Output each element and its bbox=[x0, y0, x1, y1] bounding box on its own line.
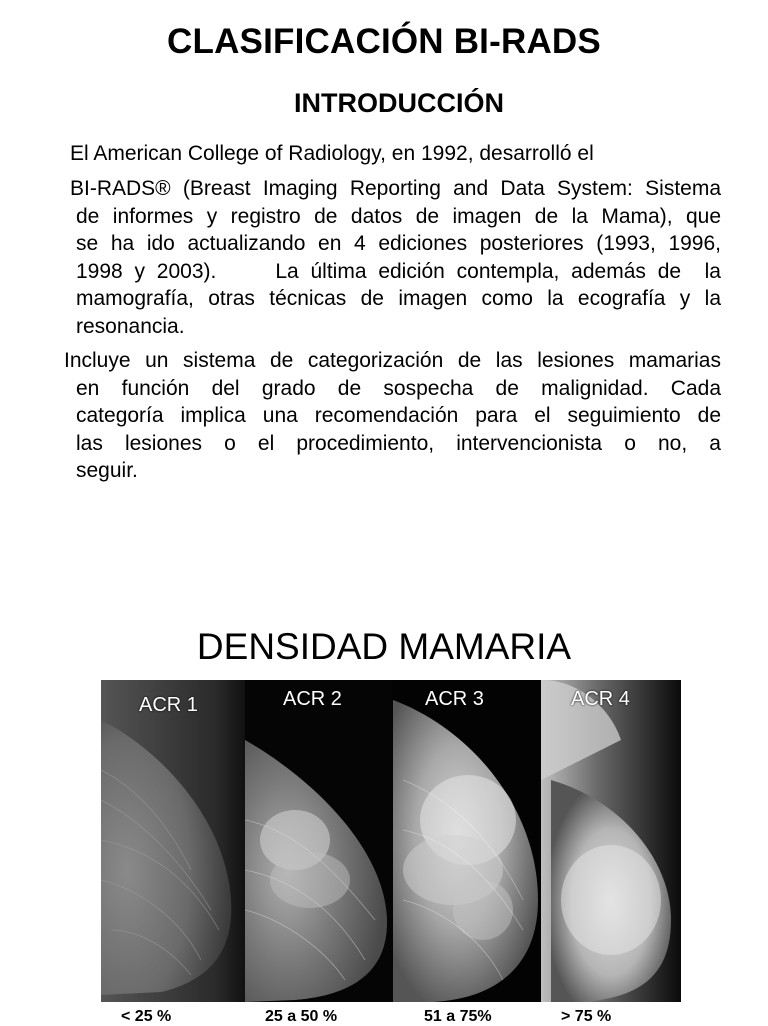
density-percent-label: > 75 % bbox=[561, 1008, 612, 1025]
mammogram-image-acr3 bbox=[393, 680, 541, 1002]
intro-paragraph-2 bbox=[70, 175, 721, 340]
intro-paragraph-1: El American College of Radiology, en 1992, desarrolló el bbox=[70, 142, 594, 165]
text-line: BI-RADS® (Breast Imaging Reporting and Data System: Sistema bbox=[70, 177, 721, 200]
text-line: 1998 y 2003). La última edición contempla, además de la bbox=[76, 259, 721, 283]
text-line: las lesiones o el procedimiento, intervencionista o no, a bbox=[76, 431, 721, 455]
density-percent-label: 51 a 75% bbox=[424, 1008, 492, 1025]
text-line: en función del grado de sospecha de malignidad. Cada bbox=[76, 376, 721, 400]
acr-label: ACR 3 bbox=[425, 688, 484, 710]
section-heading: INTRODUCCIÓN bbox=[294, 88, 504, 118]
text-line: categoría implica una recomendación para el seguimiento de bbox=[76, 404, 721, 427]
text-line: de informes y registro de datos de imagen de la Mama), que bbox=[76, 204, 721, 228]
acr-label: ACR 2 bbox=[283, 688, 342, 710]
text-line: se ha ido actualizando en 4 ediciones posteriores (1993, 1996, bbox=[76, 232, 721, 255]
density-heading: DENSIDAD MAMARIA bbox=[196, 626, 572, 667]
intro-paragraph-3 bbox=[64, 347, 721, 485]
mammogram-panel-acr1 bbox=[101, 680, 245, 1002]
mammogram-panel-acr2 bbox=[245, 680, 393, 1002]
text-line: mamografía, otras técnicas de imagen como la ecografía y la bbox=[76, 287, 721, 310]
acr-label: ACR 4 bbox=[571, 688, 630, 710]
density-percent-label: 25 a 50 % bbox=[265, 1008, 338, 1025]
text-line: resonancia. bbox=[76, 314, 185, 338]
mammogram-panel-acr3 bbox=[393, 680, 541, 1002]
text-line: Incluye un sistema de categorización de las lesiones mamarias bbox=[64, 349, 721, 372]
document-title: CLASIFICACIÓN BI-RADS bbox=[167, 22, 601, 61]
mammogram-image-acr1 bbox=[101, 680, 245, 1002]
mammogram-image-acr2 bbox=[245, 680, 393, 1002]
text-line: seguir. bbox=[76, 459, 138, 482]
density-percent-label: < 25 % bbox=[121, 1008, 172, 1025]
mammogram-figure bbox=[101, 680, 681, 1002]
mammogram-image-acr4 bbox=[541, 680, 681, 1002]
mammogram-panel-acr4 bbox=[541, 680, 681, 1002]
acr-label: ACR 1 bbox=[139, 694, 198, 716]
